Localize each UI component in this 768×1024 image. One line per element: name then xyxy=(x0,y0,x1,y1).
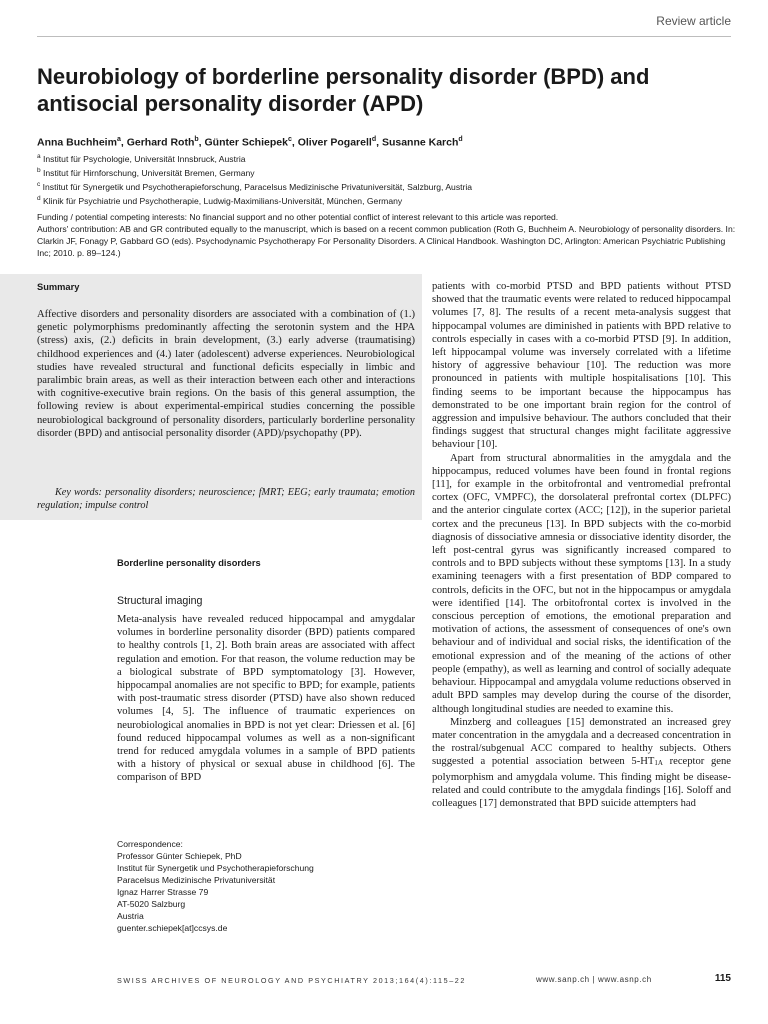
right-column xyxy=(432,280,731,810)
footer-websites: www.sanp.ch | www.asnp.ch xyxy=(536,975,652,984)
correspondence-email: guenter.schiepek[at]ccsys.de xyxy=(117,923,228,933)
affiliation-text: Institut für Hirnforschung, Universität Bremen, Germany xyxy=(43,167,255,178)
author-affiliation-mark: d xyxy=(371,136,377,143)
author-name: Anna Buchheim xyxy=(37,136,117,149)
summary-text: Affective disorders and personality disorders are associated with a combination of (1.) genetic polymorphisms predominantly affecting the serotonin system and the HPA (stress) axis, (2.) deficits in brain development, (3.) early adverse (traumatising) childhood experiences and (4.) later (adolescent) adverse experiences. Neurobiological studies have revealed structural and functional deficits especially in limbic and paralimbic brain areas, as well as their interaction between each other and interactions with cognitive-executive brain regions. On the basis of this general assumption, the following review is about experimental-empirical studies concerning the possible neurobiological background of personality disorders, particularly borderline personality disorder (BPD) and antisocial personality disorder (APD)/psychopathy (PP). xyxy=(37,309,415,439)
affiliation-mark: a xyxy=(37,153,41,160)
affiliation-mark: c xyxy=(37,180,41,188)
header-divider xyxy=(37,36,731,37)
correspondence-line: AT-5020 Salzburg xyxy=(117,899,186,909)
section-heading: Borderline personality disorders xyxy=(117,558,261,568)
author-name: Susanne Karch xyxy=(381,136,459,149)
correspondence-line: Professor Günter Schiepek, PhD xyxy=(117,851,242,861)
affiliation-line xyxy=(37,179,737,193)
footer-journal-citation: SWISS ARCHIVES OF NEUROLOGY AND PSYCHIATRY 2013;164(4):115–22 xyxy=(117,976,466,985)
correspondence-block xyxy=(117,838,415,934)
subscript-text: 1A xyxy=(654,759,663,768)
affiliation-line xyxy=(37,165,737,179)
body-paragraph: patients with co-morbid PTSD and BPD patients without PTSD showed that the traumatic events were related to reduced hippocampal volumes [7, 8]. The results of a recent meta-analysis suggest that hippocampal volumes are diminished in patients with BPD relative to controls especially in cases with a co-morbid PTSD [9]. In addition, left hippocampal volume was inversely correlated with a lifetime history of aggressive behaviour [10]. The reduction was more pronounced in patients with multiple hospitalisations [10]. This finding seems to be important because the hippocampus has demonstrated to be one important brain region for the control of aggression and impulsive behaviour. The authors concluded that their findings suggest that structural changes might facilitate aggressive behaviour [10]. xyxy=(432,281,731,451)
article-title: Neurobiology of borderline personality disorder (BPD) and antisocial personality disorder (APD) xyxy=(37,64,650,116)
authors-contribution-text: Authors' contribution: AB and GR contributed equally to the manuscript, which is based on a recent common publication (Roth G, Buchheim A. Neurobiology of personality disorders. In: Clarkin JF, Fonagy P, Gabbard GO (eds). Psychodynamic Psychotherapy For Personality Disorders. A Clinical Handbook. Washington DC, Arlington: American Psychiatric Publishing Inc; 2010. p. 89–124.) xyxy=(37,224,736,258)
body-text-segment: receptor gene polymorphism and amygdala volume. This finding might be disease-related and could contribute to the amygdala findings [16]. Soloff and colleagues [17] demonstrated that BPD suicide attempters had xyxy=(432,756,731,809)
correspondence-line: Ignaz Harrer Strasse 79 xyxy=(117,887,209,897)
body-paragraph: Apart from structural abnormalities in the amygdala and the hippocampus, reduced volumes have been found in frontal regions [11], for example in the orbitofrontal and ventromedial prefrontal cortex (OFC, VMPFC), the dorsolateral prefrontal cortex (DLPFC) and the anterior cingulate cortex (ACC; [12]), in the superior parietal cortex and the precuneus [13]. In BPD subjects with the co-morbid diagnosis of dissociative amnesia or dissociative identity disorder, the left post-central gyrus was significantly increased compared to controls and to BPD subjects without these symptoms [13]. In a study examining teenagers with a first presentation of BDP compared to controls, deficits in the OFC, but not in the hippocampus or amygdala were identified [14]. The orbitofrontal cortex is involved in the conscious perception of emotions, the emotional preparation and motivation of actions, the assessment of consequences of one's own behaviour and of individual and social risks, the identification of the emotional expression and of the meaning of the actions of other people (empathy), as well as learning and control of socially adequate behaviour. Hippocampal and amygdala volume reductions observed in adult BPD samples may develop during the course of the disorder, although longitudinal studies are needed to examine this. xyxy=(432,452,731,715)
funding-statement xyxy=(37,211,737,259)
affiliation-text: Institut für Psychologie, Universität Innsbruck, Austria xyxy=(43,153,246,164)
author-affiliation-mark: b xyxy=(194,136,199,143)
body-paragraph xyxy=(432,716,731,810)
body-paragraph: Meta-analysis have revealed reduced hippocampal and amygdalar volumes in borderline personality disorder (BPD) patients compared to healthy controls [1, 2]. Both brain areas are associated with affect regulation and emotion. For that reason, the volume reduction may be a biological substrate of BPD symptomatology [3]. However, hippocampal anomalies are not specific to BPD; for example, patients with post-traumatic stress disorder (PTSD) have also shown reduced volumes [4, 5]. The influence of traumatic experiences on neurobiological anomalies in BPD is not yet clear: Driessen et al. [6] found reduced hippocampal volumes as well as a non-significant trend for reduced amygdala volumes in a sample of BPD patients with a history of physical or sexual abuse in childhood [6]. The comparison of BPD xyxy=(117,614,415,784)
author-name: Günter Schiepek xyxy=(204,136,288,149)
author-affiliation-mark: a xyxy=(116,136,121,143)
affiliation-text: Klinik für Psychiatrie und Psychotherapie, Ludwig-Maximilians-Universität, München, Germany xyxy=(43,195,403,206)
competing-interests-text: Funding / potential competing interests: No financial support and no other potential conflict of interest relevant to this article was reported. xyxy=(37,212,559,222)
affiliation-mark: d xyxy=(37,194,41,202)
keywords-text: Key words: personality disorders; neuroscience; fMRT; EEG; early traumata; emotion regulation; impulse control xyxy=(37,487,415,511)
affiliation-line xyxy=(37,151,737,165)
affiliation-list xyxy=(37,151,737,206)
affiliation-line xyxy=(37,193,737,207)
summary-heading: Summary xyxy=(37,282,80,292)
article-type-label: Review article xyxy=(656,14,731,28)
author-affiliation-mark: c xyxy=(287,136,292,143)
body-text-segment: Minzberg and colleagues [15] demonstrated an increased grey mater concentration in the amygdala and a decreased concentration in the rostral/subgenual ACC compared to healthy subjects. Others suggested a potential association between 5-HT xyxy=(432,716,731,768)
correspondence-line: Austria xyxy=(117,911,144,921)
affiliation-text: Institut für Synergetik und Psychotherapieforschung, Paracelsus Medizinische Privatuniversität, Salzburg, Austria xyxy=(42,181,473,192)
affiliation-mark: b xyxy=(37,166,41,174)
subsection-heading: Structural imaging xyxy=(117,595,203,607)
correspondence-line: Paracelsus Medizinische Privatuniversität xyxy=(117,875,276,885)
page-number: 115 xyxy=(714,973,731,984)
correspondence-label: Correspondence: xyxy=(117,839,183,849)
author-name: Oliver Pogarell xyxy=(297,136,372,149)
author-list: Anna Buchheim$^a$, Gerhard Roth$^b$, Günter Schiepek$^c$, Oliver Pogarell$^d$, Susanne Karch$^d$ xyxy=(37,136,463,149)
author-affiliation-mark: d xyxy=(458,136,463,143)
author-name: Gerhard Roth xyxy=(126,136,195,149)
correspondence-line: Institut für Synergetik und Psychotherapieforschung xyxy=(117,863,314,873)
